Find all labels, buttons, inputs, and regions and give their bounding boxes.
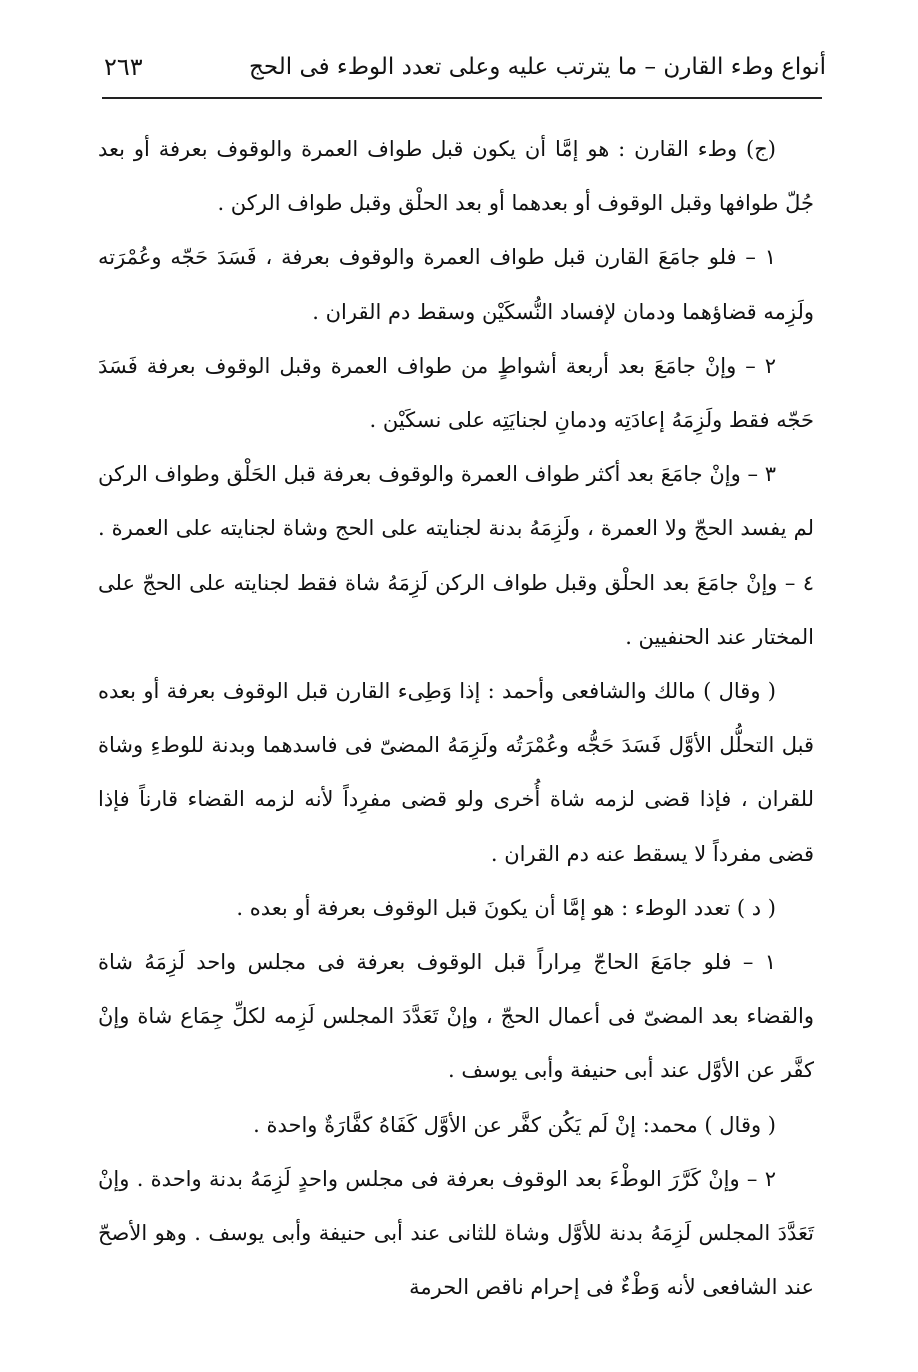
paragraph-muhammad-opinion: ( وقال ) محمد: إنْ لَم يَكُن كفَّر عن الأوَّل كَفَاهُ كفَّارَةٌ واحدة . [253, 1112, 776, 1137]
paragraph-c-intercourse-of-qarin: (ج) وطء القارن : هو إمَّا أن يكون قبل طواف العمرة والوقوف بعرفة أو بعد جُلّ طوافها وقبل الوقوف أو بعدهما أو بعد الحلْق وقبل طواف الركن . [98, 137, 814, 216]
header-rule [102, 97, 822, 99]
paragraph-other-schools: ( وقال ) مالك والشافعى وأحمد : إذا وَطِىء القارن قبل الوقوف بعرفة أو بعده قبل التحلُّل الأوَّل فَسَدَ حَجُّه وعُمْرَتُه ولَزِمَهُ المضىّ فى فاسدهما وبدنة للوطءِ وشاة للقران ، فإذا قضى لزمه شاة أُخرى ولو قضى مفرِداً لأنه لزمه القضاء قارناً فإذا قضى مفرداً لا يسقط عنه دم القران . [98, 679, 814, 866]
paragraph-c-1: ١ – فلو جامَعَ القارن قبل طواف العمرة والوقوف بعرفة ، فَسَدَ حَجّه وعُمْرَته ولَزِمه قضاؤهما ودمان لإفساد النُّسكَيْن وسقط دم القران . [98, 245, 814, 324]
running-header [104, 42, 826, 92]
paragraph-d-repeated-intercourse: ( د ) تعدد الوطء : هو إمَّا أن يكونَ قبل الوقوف بعرفة أو بعده . [236, 895, 776, 920]
page-number: ٢٦٣ [104, 53, 143, 81]
paragraph-c-3-4: ٣ – وإنْ جامَعَ بعد أكثر طواف العمرة والوقوف بعرفة قبل الحَلْق وطواف الركن لم يفسد الحجّ ولا العمرة ، ولَزِمَهُ بدنة لجنايته على الحج وشاة لجنايته على العمرة . ٤ – وإنْ جامَعَ بعد الحلْق وقبل طواف الركن لَزِمَهُ شاة فقط لجنايته على الحجّ على المختار عند الحنفيين . [98, 462, 814, 649]
paragraph-d-2: ٢ – وإنْ كَرَّرَ الوطْءَ بعد الوقوف بعرفة فى مجلس واحدٍ لَزِمَهُ بدنة واحدة . وإنْ تَعَدَّدَ المجلس لَزِمَهُ بدنة للأوَّل وشاة للثانى عند أبى حنيفة وأبى يوسف . وهو الأصحّ عند الشافعى لأنه وَطْءٌ فى إحرام ناقص الحرمة [98, 1166, 814, 1300]
body-text [98, 122, 814, 1314]
paragraph-c-2: ٢ – وإنْ جامَعَ بعد أربعة أشواطٍ من طواف العمرة وقبل الوقوف بعرفة فَسَدَ حَجّه فقط ولَزِمَهُ إعادَتِه ودمانِ لجنايَتِه على نسكَيْن . [98, 353, 814, 433]
paragraph-d-1: ١ – فلو جامَعَ الحاجّ مِراراً قبل الوقوف بعرفة فى مجلس واحد لَزِمَهُ شاة والقضاء بعد المضىّ فى أعمال الحجّ ، وإنْ تَعَدَّدَ المجلس لَزِمه لكلِّ جِمَاع شاة وإنْ كفَّر عن الأوَّل عند أبى حنيفة وأبى يوسف . [98, 950, 814, 1083]
header-title: أنواع وطء القارن – ما يترتب عليه وعلى تعدد الوطء فى الحج [249, 54, 826, 80]
